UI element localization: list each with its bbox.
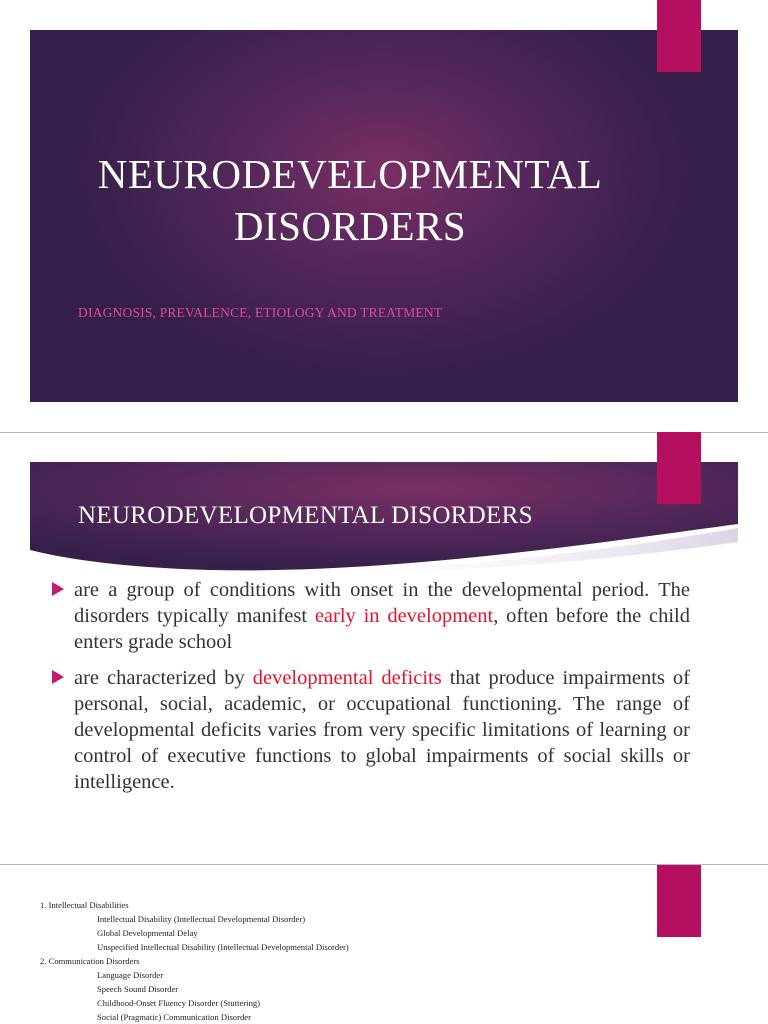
bullet-text-part: that produce impairments of personal, social, academic, or occupational functioning. The range of developmental deficits varies from very specific limitations of learning or control of executive functions to global impairments of social skills or intelligence. (74, 667, 690, 793)
slide-title-line-1: NEURODEVELOPMENTAL (97, 151, 603, 197)
title-slide (0, 0, 768, 432)
bullet-text-part: , often before the child enters grade school (74, 605, 690, 653)
list-item: Speech Sound Disorder (97, 984, 179, 994)
list-slide (0, 865, 768, 1024)
slide-title-line-2: DISORDERS (233, 203, 467, 249)
slide-title: NEURODEVELOPMENTAL DISORDERS (78, 502, 533, 529)
bullet-arrow-icon (52, 670, 64, 684)
list-item: Global Developmental Delay (97, 928, 198, 938)
list-item: Intellectual Disability (Intellectual Developmental Disorder) (97, 914, 306, 924)
accent-tab (657, 0, 701, 72)
content-slide (0, 432, 768, 864)
bullet-item (52, 665, 690, 795)
list-item: Language Disorder (97, 970, 164, 980)
bullet-item (52, 577, 690, 655)
bullet-arrow-icon (52, 582, 64, 596)
bullet-highlight: early in development (314, 605, 494, 627)
title-banner (30, 30, 738, 402)
bullet-text-part: are characterized by (74, 667, 253, 689)
accent-tab (657, 865, 701, 937)
list-item: Unspecified Intellectual Disability (Intellectual Developmental Disorder) (97, 942, 349, 952)
bullet-text-part: are a group of conditions with onset in the developmental period. The disorders typically manifest (74, 579, 690, 627)
list-item: Childhood-Onset Fluency Disorder (Stuttering) (97, 998, 261, 1008)
disorder-list (40, 898, 349, 1024)
bullet-text (74, 665, 690, 795)
bullet-list (52, 577, 690, 805)
slide-subtitle: DIAGNOSIS, PREVALENCE, ETIOLOGY AND TREATMENT (78, 305, 443, 320)
bullet-text (74, 577, 690, 655)
list-category: 1. Intellectual Disabilities (40, 900, 129, 910)
accent-tab (657, 432, 701, 504)
slide-title (30, 148, 670, 252)
list-category: 2. Communication Disorders (40, 956, 140, 966)
header-banner (30, 462, 738, 587)
bullet-highlight: developmental deficits (252, 667, 442, 689)
list-item: Social (Pragmatic) Communication Disorder (97, 1012, 251, 1022)
